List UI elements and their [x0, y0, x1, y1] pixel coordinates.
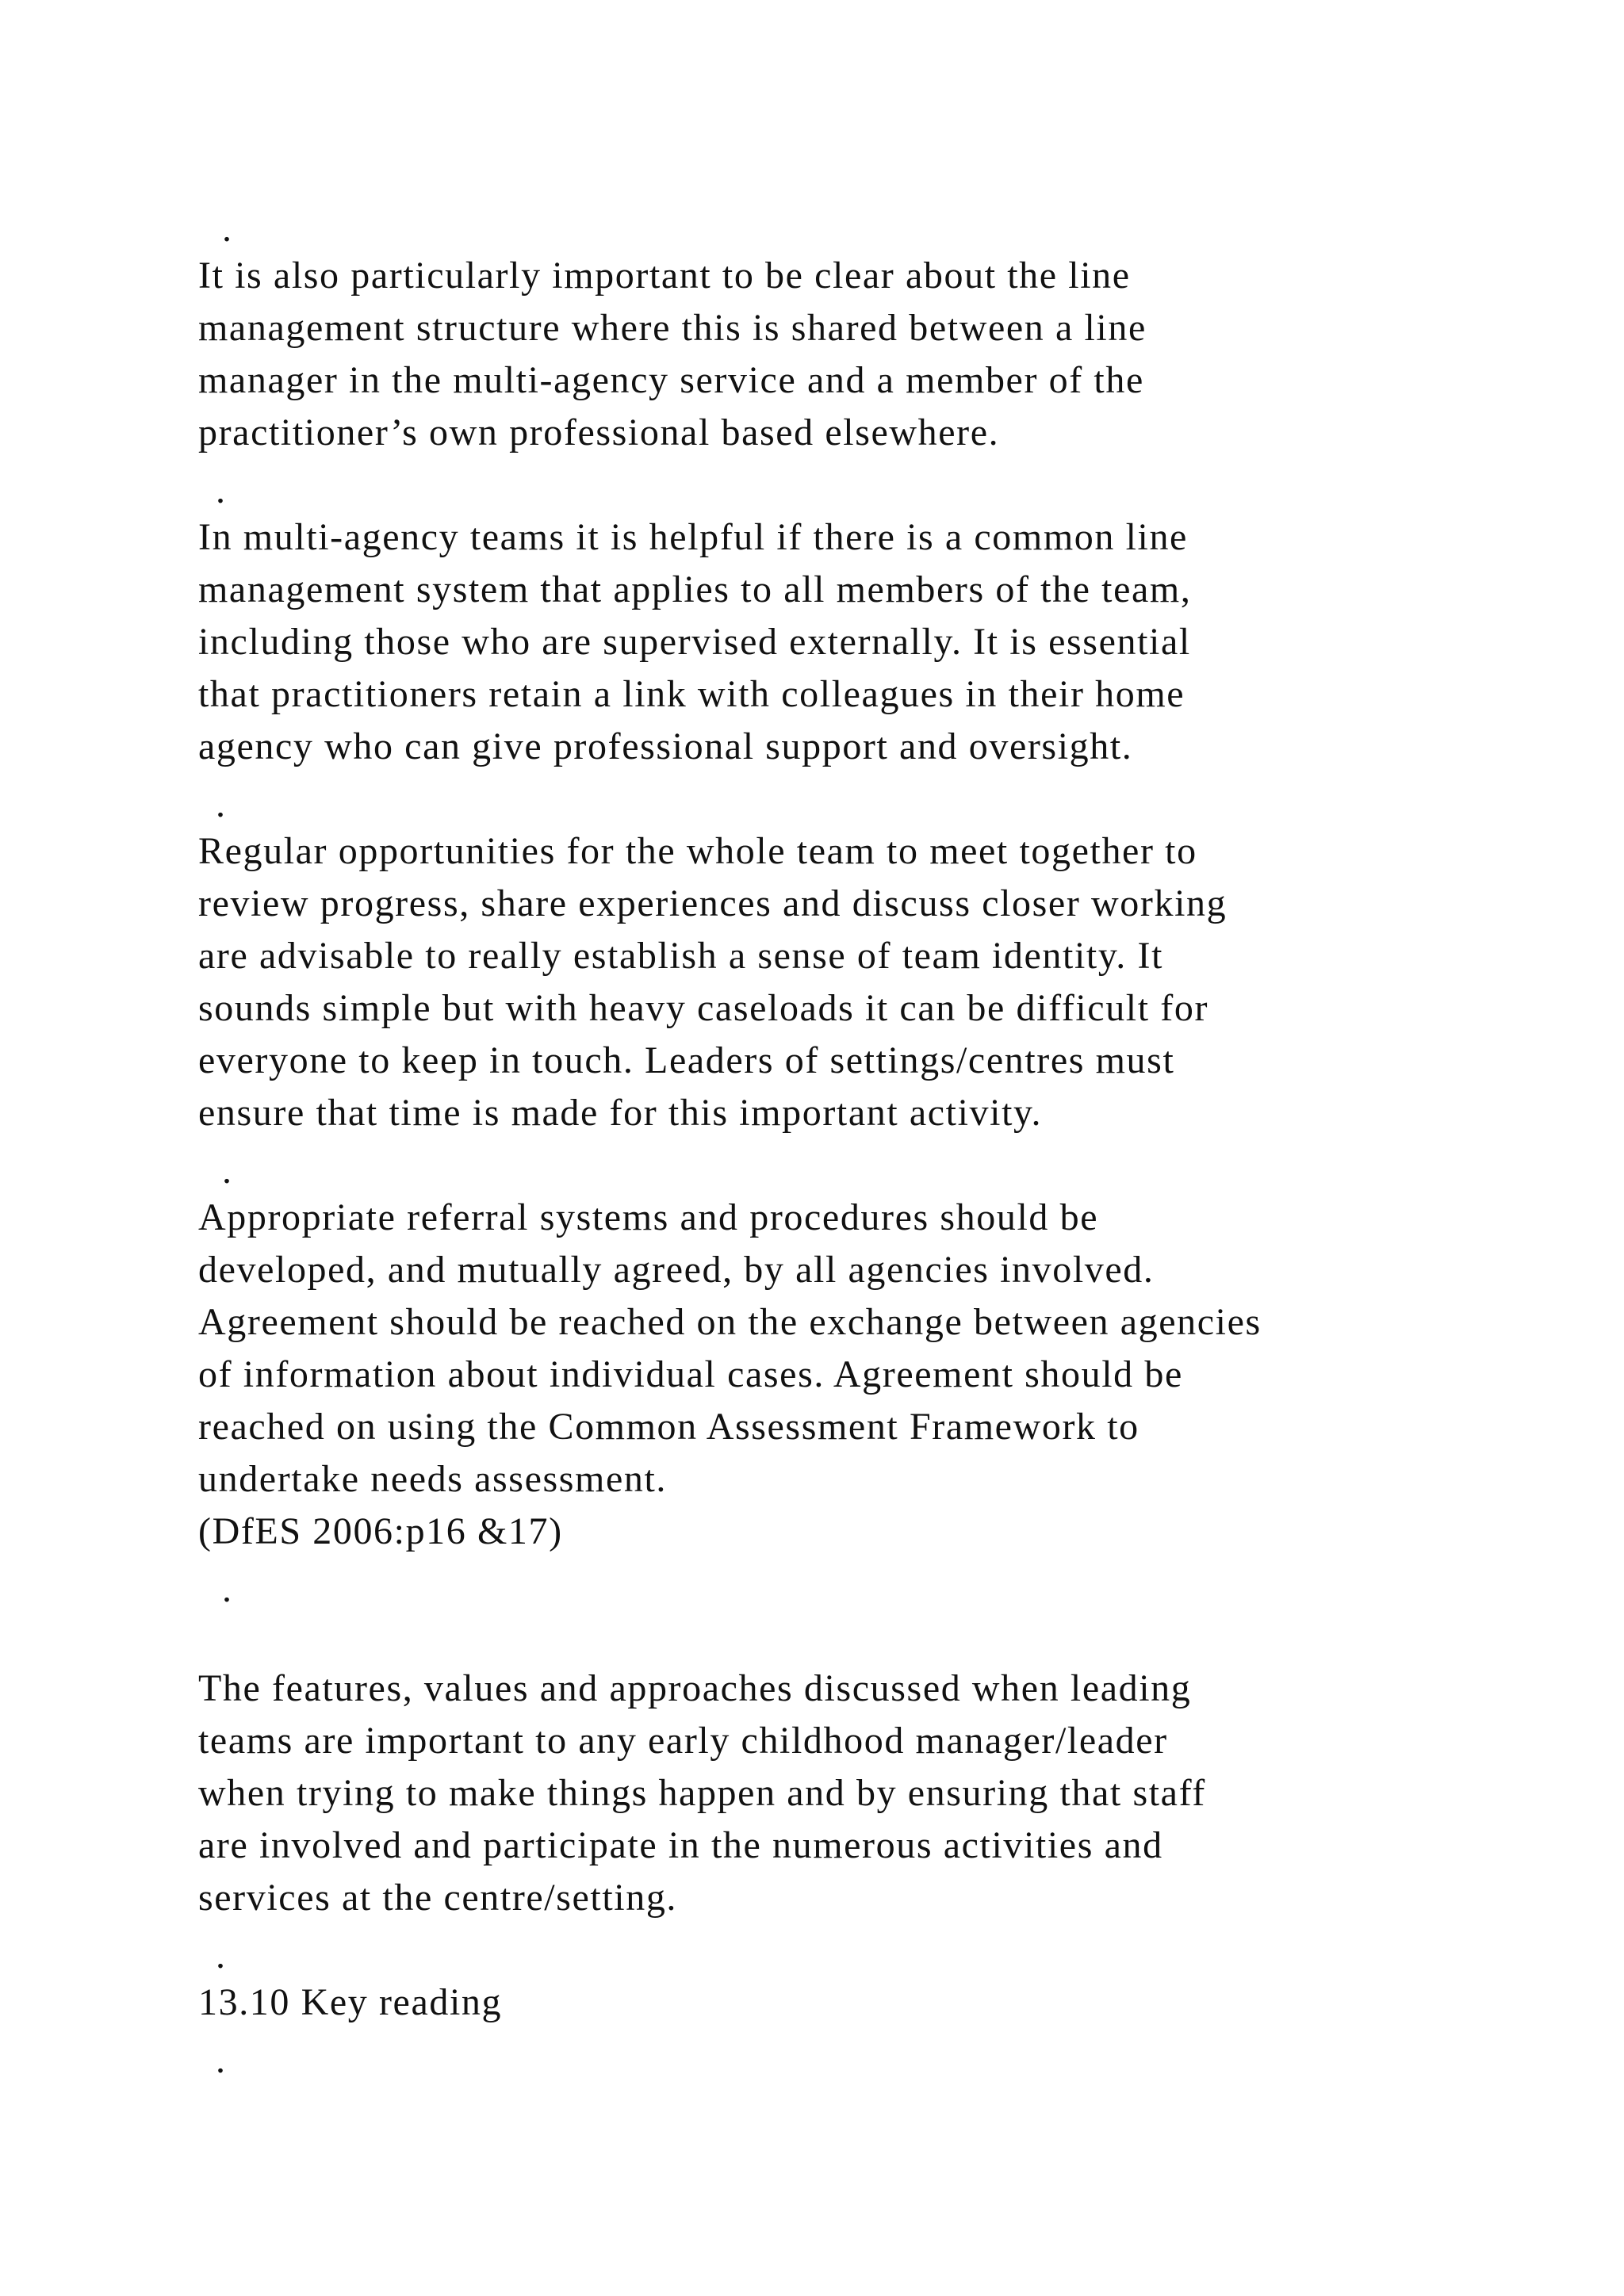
text-line: ensure that time is made for this important activity. [198, 1092, 1043, 1134]
separator-dot: . [216, 469, 225, 511]
text-line: management structure where this is shared between a line [198, 307, 1147, 349]
text-line: reached on using the Common Assessment Framework to [198, 1406, 1139, 1448]
text-line: Regular opportunities for the whole team to meet together to [198, 830, 1197, 872]
text-line: agency who can give professional support and oversight. [198, 725, 1133, 767]
text-line: sounds simple but with heavy caseloads it can be difficult for [198, 987, 1209, 1029]
text-line: It is also particularly important to be clear about the line [198, 254, 1131, 297]
separator-dot: . [222, 1150, 232, 1192]
citation: (DfES 2006:p16 &17) [198, 1510, 563, 1552]
separator-dot: . [222, 208, 232, 250]
separator-dot: . [222, 1568, 232, 1610]
text-line: including those who are supervised externally. It is essential [198, 621, 1191, 663]
text-line: review progress, share experiences and discuss closer working [198, 882, 1228, 924]
text-line: of information about individual cases. Agreement should be [198, 1353, 1183, 1395]
text-line: The features, values and approaches discussed when leading [198, 1667, 1192, 1709]
text-line: when trying to make things happen and by ensuring that staff [198, 1772, 1206, 1814]
separator-dot: . [216, 2039, 225, 2081]
text-line: In multi-agency teams it is helpful if there is a common line [198, 516, 1188, 558]
text-line: management system that applies to all members of the team, [198, 568, 1192, 610]
text-line: Agreement should be reached on the exchange between agencies [198, 1301, 1262, 1343]
text-line: everyone to keep in touch. Leaders of settings/centres must [198, 1039, 1175, 1081]
text-line: developed, and mutually agreed, by all agencies involved. [198, 1249, 1155, 1291]
text-line: are involved and participate in the numerous activities and [198, 1824, 1163, 1866]
separator-dot: . [216, 783, 225, 825]
text-line: Appropriate referral systems and procedures should be [198, 1196, 1099, 1238]
section-heading: 13.10 Key reading [198, 1981, 503, 2023]
text-line: manager in the multi-agency service and a member of the [198, 359, 1144, 401]
text-line: services at the centre/setting. [198, 1877, 678, 1919]
text-line: undertake needs assessment. [198, 1458, 668, 1500]
separator-dot: . [216, 1934, 225, 1976]
text-line: are advisable to really establish a sense of team identity. It [198, 935, 1164, 977]
text-line: that practitioners retain a link with colleagues in their home [198, 673, 1185, 715]
text-line: practitioner’s own professional based elsewhere. [198, 411, 1000, 453]
text-line: teams are important to any early childhood manager/leader [198, 1720, 1168, 1762]
